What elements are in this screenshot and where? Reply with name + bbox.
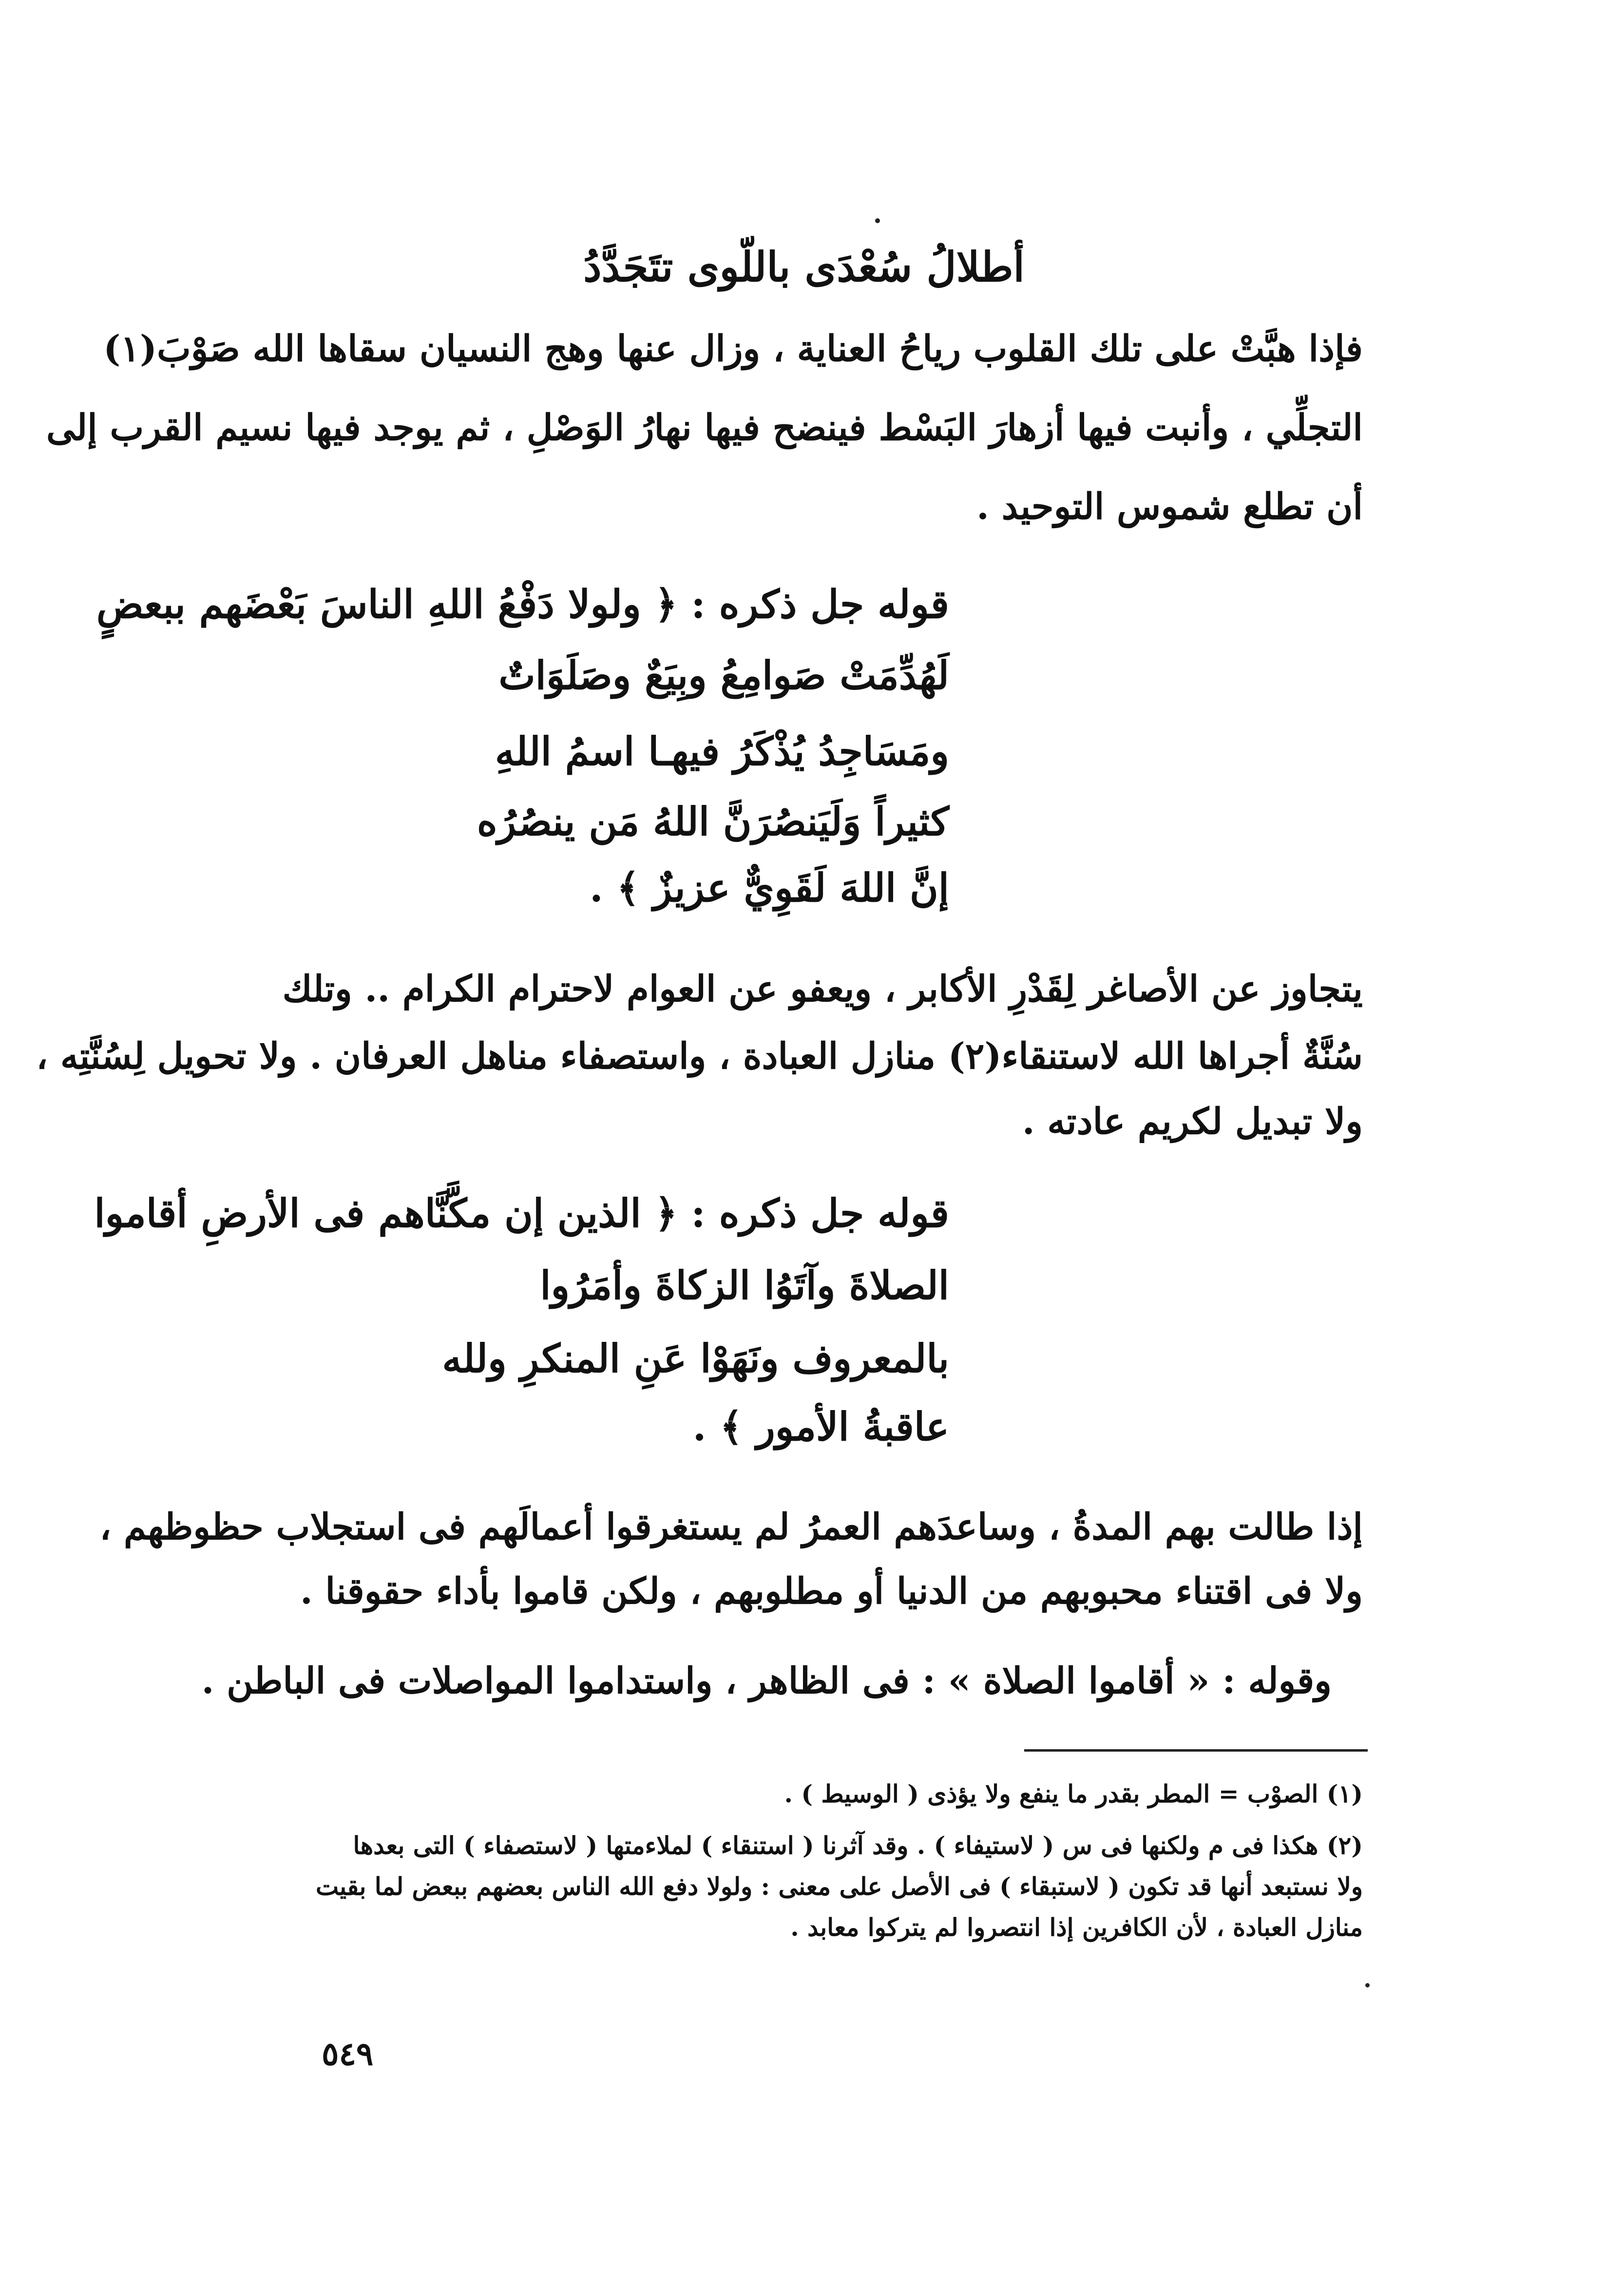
verse-line: إنَّ اللهَ لَقَوِيٌّ عزيزٌ ﴾ .: [589, 865, 949, 911]
page-number: ٥٤٩: [322, 2035, 374, 2073]
verse-line: قوله جل ذكره : ﴿ ولولا دَفْعُ اللهِ الناسَ بَعْضَهم ببعضٍ: [96, 581, 949, 627]
verse-line: عاقبةُ الأمور ﴾ .: [692, 1404, 949, 1450]
footnote-line: (١) الصوْب = المطر بقدر ما ينفع ولا يؤذى ( الوسيط ) .: [784, 1779, 1363, 1808]
verse-line: ومَسَاجِدُ يُذْكَرُ فيهـا اسمُ اللهِ: [495, 728, 949, 774]
verse-line: قوله جل ذكره : ﴿ الذين إن مكَّنَّاهم فى الأرضِ أقاموا: [94, 1190, 949, 1236]
paragraph-3-line: ولا فى اقتناء محبوبهم من الدنيا أو مطلوبهم ، ولكن قاموا بأداء حقوقنا .: [300, 1570, 1363, 1612]
paragraph-2-line: يتجاوز عن الأصاغر لِقَدْرِ الأكابر ، ويعفو عن العوام لاحترام الكرام .. وتلك: [282, 968, 1363, 1010]
verse-line: لَهُدِّمَتْ صَوامِعُ وبِيَعٌ وصَلَوَاتٌ: [498, 652, 949, 698]
footnote-line: منازل العبادة ، لأن الكافرين إذا انتصروا لم يتركوا معابد .: [790, 1913, 1363, 1942]
verse-line: الصلاةَ وآتَوُا الزكاةَ وأمَرُوا: [540, 1262, 949, 1308]
verse-line: كثيراً وَلَيَنصُرَنَّ اللهُ مَن ينصُرُه: [477, 799, 949, 844]
stray-ink-dot: [1365, 1983, 1370, 1987]
stray-ink-dot: [875, 218, 880, 223]
paragraph-1-line: التجلِّي ، وأنبت فيها أزهارَ البَسْط فينضح فيها نهارُ الوَصْلِ ، ثم يوجد فيها نسيم القرب إلى: [46, 407, 1363, 449]
paragraph-2-line: سُنَّةٌ أجراها الله لاستنقاء(٢) منازل العبادة ، واستصفاء مناهل العرفان . ولا تحويل لِسُنَّتِه ،: [36, 1035, 1363, 1077]
paragraph-1-line: فإذا هبَّتْ على تلك القلوب رياحُ العناية ، وزال عنها وهج النسيان سقاها الله صَوْبَ(١): [103, 328, 1363, 370]
paragraph-2-line: ولا تبديل لكريم عادته .: [1022, 1101, 1363, 1143]
paragraph-3-line: إذا طالت بهم المدةُ ، وساعدَهم العمرُ لم يستغرقوا أعمالَهم فى استجلاب حظوظهم ،: [99, 1506, 1363, 1548]
footnote-line: ولا نستبعد أنها قد تكون ( لاستبقاء ) فى الأصل على معنى : ولولا دفع الله الناس بعضهم ببعض لما بقيت: [316, 1872, 1363, 1901]
footnote-separator: [1024, 1749, 1368, 1752]
verse-line: بالمعروف ونَهَوْا عَنِ المنكرِ ولله: [442, 1336, 949, 1381]
poem-line: أطلالُ سُعْدَى باللّوى تتَجَدَّدُ: [583, 243, 1025, 291]
paragraph-1-line: أن تطلع شموس التوحيد .: [976, 486, 1363, 528]
footnote-line: (٢) هكذا فى م ولكنها فى س ( لاستيفاء ) . وقد آثرنا ( استنقاء ) لملاءمتها ( لاستصفاء ) التى بعدها: [353, 1831, 1363, 1860]
paragraph-4: وقوله : « أقاموا الصلاة » : فى الظاهر ، واستداموا المواصلات فى الباطن .: [201, 1660, 1332, 1702]
